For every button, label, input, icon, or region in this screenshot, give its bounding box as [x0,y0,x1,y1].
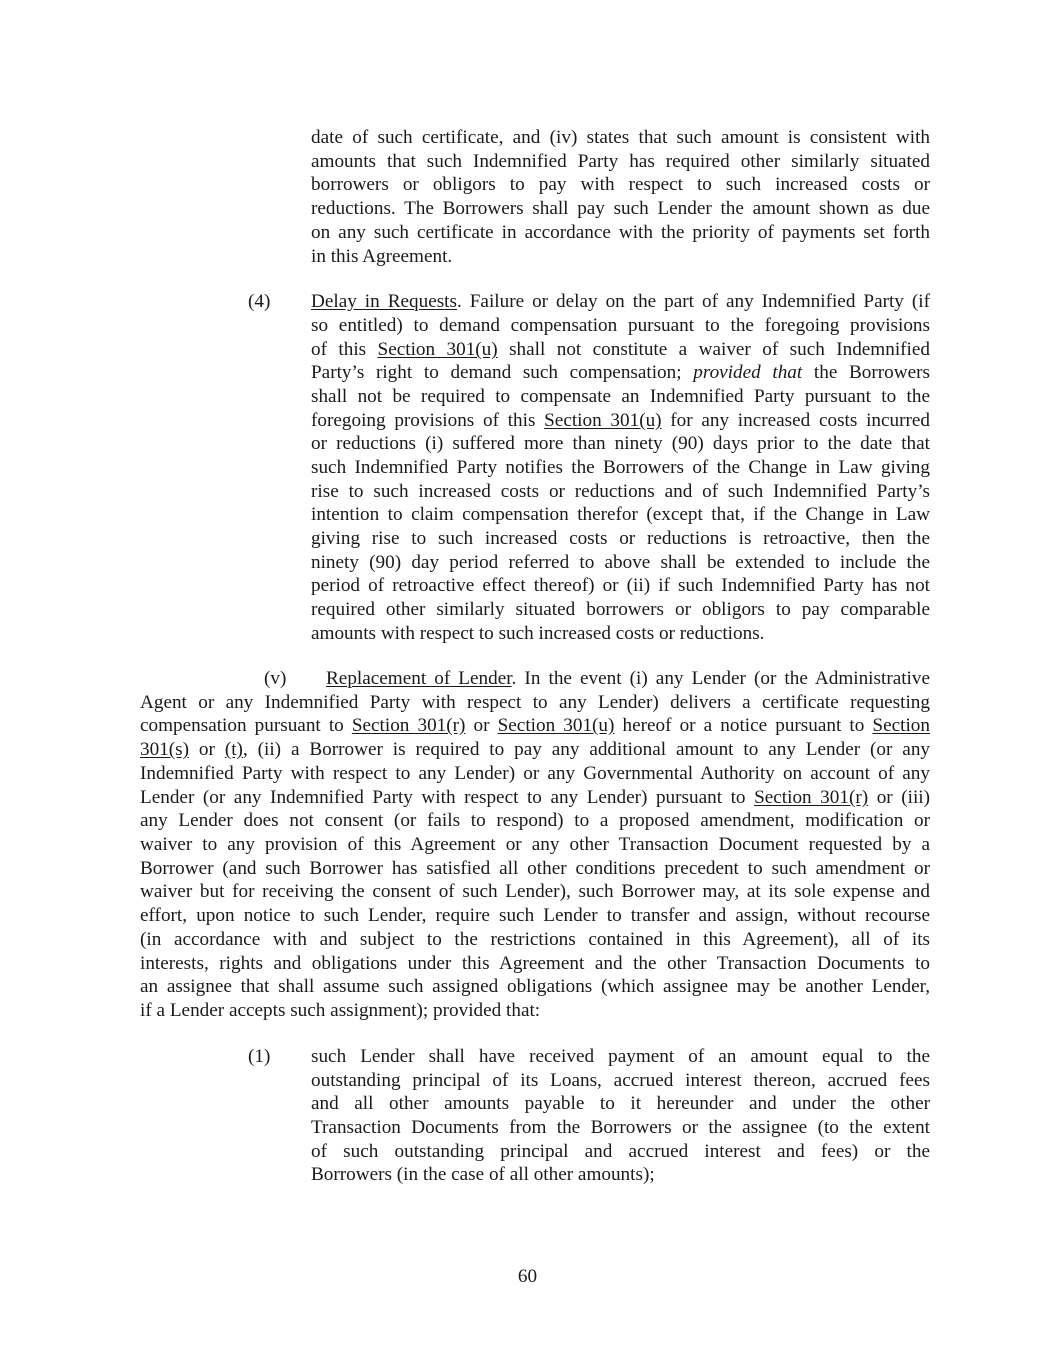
text-line: such Indemnified Party notifies the Borrowers of the Change in Law giving [311,457,930,478]
text-span: the Borrowers [802,362,931,383]
text-span: shall not constitute a waiver of such Indemnified [497,339,930,360]
text-line: such Lender shall have received payment of an amount equal to the [311,1046,930,1067]
cross-reference: Section 301(r) [754,787,869,808]
text-line: of such outstanding principal and accrued interest and fees) or the [311,1141,930,1162]
text-line [140,786,930,810]
text-line [140,738,930,762]
text-line [311,409,930,433]
text-line: amounts with respect to such increased costs or reductions. [311,623,765,644]
text-line: period of retroactive effect thereof) or (ii) if such Indemnified Party has not [311,575,930,596]
text-line [140,714,930,738]
cross-reference: Section 301(u) [544,410,662,431]
text-line: Borrowers (in the case of all other amounts); [311,1164,655,1185]
text-line: reductions. The Borrowers shall pay such Lender the amount shown as due [311,198,930,219]
clause-number: (v) [264,668,287,689]
text-line: waiver but for receiving the consent of such Lender), such Borrower may, at its sole expense and [140,881,930,902]
text-line: in this Agreement. [311,246,453,267]
text-line [311,338,930,362]
text-line: date of such certificate, and (iv) states that such amount is consistent with [311,127,930,148]
text-span: foregoing provisions of this [311,410,545,431]
text-line: (in accordance with and subject to the restrictions contained in this Agreement), all of its [140,929,930,950]
text-span: Lender (or any Indemnified Party with respect to any Lender) pursuant to [140,787,755,808]
text-span: for any increased costs incurred [661,410,930,431]
cross-reference: Section 301(r) [351,715,466,736]
text-span: . In the event (i) any Lender (or the Administrative [511,668,930,689]
text-line: Borrower (and such Borrower has satisfied all other conditions precedent to such amendment or [140,858,930,879]
page-number: 60 [517,1266,538,1287]
text-line: borrowers or obligors to pay with respect to such increased costs or [311,174,930,195]
text-line: Transaction Documents from the Borrowers or the assignee (to the extent [311,1117,930,1138]
text-line: rise to such increased costs or reductions and of such Indemnified Party’s [311,481,930,502]
text-line: giving rise to such increased costs or reductions is retroactive, then the [311,528,930,549]
text-line: effort, upon notice to such Lender, require such Lender to transfer and assign, without recourse [140,905,930,926]
text-line: ninety (90) day period referred to above shall be extended to include the [311,552,930,573]
text-line: so entitled) to demand compensation pursuant to the foregoing provisions [311,315,930,336]
text-line: intention to claim compensation therefor (except that, if the Change in Law [311,504,930,525]
text-line: an assignee that shall assume such assigned obligations (which assignee may be another Lender, [140,976,930,997]
cross-reference: Section [872,715,930,736]
clause-heading: Replacement of Lender [326,668,512,689]
text-line: on any such certificate in accordance with the priority of payments set forth [311,222,930,243]
text-line: outstanding principal of its Loans, accrued interest thereon, accrued fees [311,1070,930,1091]
text-line: if a Lender accepts such assignment); provided that: [140,1000,541,1021]
text-line: Agent or any Indemnified Party with respect to any Lender) delivers a certificate requesting [140,692,930,713]
text-line: shall not be required to compensate an Indemnified Party pursuant to the [311,386,930,407]
cross-reference: 301(s) [140,739,190,760]
text-span: compensation pursuant to [140,715,352,736]
text-line [326,667,930,691]
text-span: or [465,715,498,736]
text-line: or reductions (i) suffered more than ninety (90) days prior to the date that [311,433,930,454]
clause-number: (1) [248,1046,271,1067]
text-line: amounts that such Indemnified Party has required other similarly situated [311,151,930,172]
cross-reference: (t) [224,739,243,760]
cross-reference: Section 301(u) [377,339,498,360]
text-span: or [189,739,225,760]
text-line: any Lender does not consent (or fails to respond) to a proposed amendment, modification or [140,810,930,831]
text-line [311,361,930,385]
text-span: Party’s right to demand such compensation; [311,362,694,383]
text-span: . Failure or delay on the part of any Indemnified Party (if [456,291,930,312]
text-line: interests, rights and obligations under this Agreement and the other Transaction Documents to [140,953,930,974]
text-line: required other similarly situated borrowers or obligors to pay comparable [311,599,930,620]
text-line: waiver to any provision of this Agreement or any other Transaction Document requested by a [140,834,930,855]
text-span: of this [311,339,378,360]
italic-term: provided that [693,362,803,383]
text-span: or (iii) [868,787,930,808]
clause-heading: Delay in Requests [311,291,457,312]
text-line [311,290,930,314]
cross-reference: Section 301(u) [497,715,615,736]
text-span: hereof or a notice pursuant to [614,715,873,736]
text-span: , (ii) a Borrower is required to pay any additional amount to any Lender (or any [242,739,931,760]
clause-number: (4) [248,291,271,312]
text-line: Indemnified Party with respect to any Lender) or any Governmental Authority on account of any [140,763,930,784]
text-line: and all other amounts payable to it hereunder and under the other [311,1093,930,1114]
